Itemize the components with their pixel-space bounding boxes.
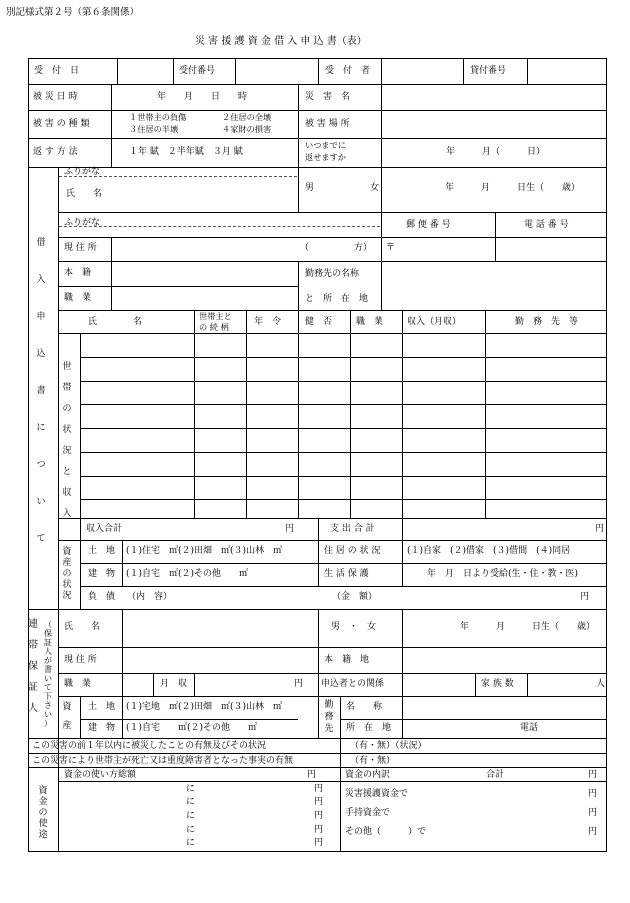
usage-item-ni: に (186, 811, 196, 821)
label-occupation: 職 業 (64, 293, 92, 303)
label-repay-by-2: 返せますか (305, 152, 346, 162)
debt-content: （内 容） (127, 592, 173, 602)
guarantor-label-building: 建 物 (88, 723, 116, 733)
guarantor-sex[interactable]: 男 ・ 女 (331, 622, 377, 632)
usage-item-yen: 円 (314, 811, 324, 821)
usage-item-yen: 円 (314, 838, 324, 848)
building-options[interactable]: (１)自宅 ㎡(２)その他 ㎡ (126, 569, 249, 579)
col-workplace: 勤 務 先 等 (515, 317, 579, 327)
usage-item-yen: 円 (314, 825, 324, 835)
side-label-assets: 資 産 の 状 況 (62, 547, 72, 601)
label-disaster-datetime: 被 災 日 時 (33, 92, 78, 102)
guarantor-label-name: 氏 名 (64, 622, 101, 632)
breakdown-own-fund-yen: 円 (588, 808, 598, 818)
usage-item-yen: 円 (314, 784, 324, 794)
breakdown-relief-fund-yen: 円 (588, 789, 598, 799)
label-welfare: 生 活 保 護 (324, 569, 369, 579)
usage-item-ni: に (186, 784, 196, 794)
breakdown-other-yen: 円 (588, 827, 598, 837)
applicant-birthdate[interactable]: 年 月 日生（ 歳） (445, 183, 581, 193)
guarantor-building-options[interactable]: (１)自宅 ㎡(２)その他 ㎡ (126, 723, 258, 733)
housing-options[interactable]: (１)自家 (２)借家 (３)借間 (４)同居 (407, 546, 571, 556)
guarantor-workplace-side: 勤 務 先 (324, 700, 334, 734)
label-damage-place: 被 害 場 所 (305, 119, 350, 129)
label-current-address: 現 住 所 (64, 243, 97, 253)
label-expense-total: 支 出 合 計 (330, 524, 375, 534)
guarantor-label-relation: 申込者との関係 (321, 679, 385, 689)
label-repay-by-1: いつまでに (305, 140, 346, 150)
label-receiver: 受 付 者 (325, 66, 371, 76)
label-furigana-2: ふりがな (64, 218, 101, 228)
guarantor-land-options[interactable]: (１)宅地 ㎡(２)田畑 ㎡(３)山林 ㎡ (126, 702, 283, 712)
col-age: 年 令 (254, 317, 282, 327)
guarantor-label-occupation: 職 業 (64, 679, 92, 689)
side-label-application: 借 入 申 込 書 に つ い て (36, 238, 46, 544)
usage-item-ni: に (186, 825, 196, 835)
label-registered-domicile: 本 籍 (64, 268, 92, 278)
col-health: 健 否 (305, 317, 333, 327)
income-total-yen: 円 (285, 524, 295, 534)
label-building: 建 物 (88, 569, 116, 579)
label-land: 土 地 (88, 546, 116, 556)
history-answer-2[interactable]: （有・無） (350, 756, 396, 766)
breakdown-label: 資金の内訳 (345, 770, 391, 780)
breakdown-own-fund: 手持資金で (345, 808, 391, 818)
label-postal-code: 郵 便 番 号 (406, 220, 451, 230)
history-answer-1[interactable]: （有・無）（状況） (350, 741, 427, 751)
usage-item-ni: に (186, 838, 196, 848)
col-relation-2: の 続 柄 (199, 322, 229, 332)
guarantor-label-workplace-name: 名 称 (346, 702, 383, 712)
label-receipt-number: 受付番号 (179, 66, 216, 76)
label-employer-name: 勤務先の名称 (305, 269, 360, 279)
label-phone-number: 電 話 番 号 (524, 220, 569, 230)
side-label-guarantor: 連 帯 保 証 人 (28, 619, 38, 714)
usage-item-yen: 円 (314, 797, 324, 807)
label-employer-address: と 所 在 地 (305, 294, 369, 304)
side-label-household: 世 帯 の 状 況 と 収 入 (62, 362, 72, 519)
label-name: 氏 名 (66, 189, 103, 199)
breakdown-total-label: 合計 (486, 770, 505, 780)
usage-total-yen: 円 (307, 770, 317, 780)
guarantor-label-address: 現 住 所 (64, 655, 97, 665)
col-relation-1: 世帯主と (199, 311, 232, 321)
guarantor-income-yen: 円 (294, 679, 304, 689)
label-damage-type: 被 害 の 種 類 (33, 119, 90, 129)
sex-female[interactable]: 女 (370, 183, 380, 193)
furigana-divider-2 (59, 226, 380, 227)
debt-yen: 円 (580, 592, 590, 602)
guarantor-label-land: 土 地 (88, 702, 116, 712)
guarantor-label-family: 家 族 数 (481, 679, 514, 689)
col-name: 氏 名 (88, 317, 143, 327)
breakdown-other: その他（ ）で (345, 827, 427, 837)
guarantor-assets-side: 資 産 (62, 702, 72, 731)
sex-male[interactable]: 男 (305, 183, 315, 193)
land-options[interactable]: (１)住宅 ㎡(２)田畑 ㎡(３)山林 ㎡ (126, 546, 283, 556)
damage-option-2[interactable]: ２住居の全壊 (222, 112, 272, 122)
damage-option-3[interactable]: ３住居の半壊 (129, 124, 179, 134)
label-receipt-date: 受 付 日 (34, 66, 80, 76)
repayment-options[interactable]: １年 賦 ２半年賦 ３月 賦 (129, 147, 243, 157)
col-occupation: 職 業 (356, 317, 384, 327)
label-disaster-name: 災 害 名 (305, 92, 351, 102)
guarantor-label-domicile: 本 籍 地 (324, 655, 370, 665)
label-income-total: 収入合計 (86, 524, 123, 534)
side-label-guarantor-note: （ 保 証 人 が 書 い て 下 さ い ） (44, 620, 52, 728)
history-question-1: この災害の前１年以内に被災したことの有無及びその状況 (32, 741, 267, 751)
breakdown-total-yen: 円 (588, 770, 598, 780)
welfare-value[interactable]: 年 月 日より受給(生・住・教・医) (427, 569, 579, 579)
usage-total-label: 資金の使い方総額 (64, 770, 137, 780)
form-number: 別記様式第２号（第６条関係） (6, 7, 140, 18)
debt-amount: （金 額） (332, 592, 378, 602)
address-care-of: （ 方） (300, 243, 373, 253)
postal-mark: 〒 (386, 243, 396, 253)
guarantor-family-unit: 人 (596, 679, 606, 689)
side-label-usage: 資 金 の 使 途 (38, 786, 48, 840)
damage-option-4[interactable]: ４家財の損害 (222, 124, 272, 134)
guarantor-birthdate[interactable]: 年 月 日生（ 歳） (460, 622, 596, 632)
form-title: 災 害 援 護 資 金 借 入 申 込 書（表） (195, 36, 367, 47)
damage-option-1[interactable]: １世帯主の負傷 (129, 112, 187, 122)
repay-by-value[interactable]: 年 月（ 日） (446, 147, 546, 157)
expense-total-yen: 円 (595, 524, 605, 534)
guarantor-label-income: 月 収 (160, 679, 188, 689)
label-debt: 負 債 (88, 592, 116, 602)
guarantor-label-workplace-address: 所 在 地 (346, 723, 392, 733)
history-question-2: この災害により世帯主が死亡又は重度障害者となった事実の有無 (32, 756, 294, 766)
label-repayment-method: 返 す 方 法 (33, 147, 78, 157)
label-housing-status: 住 居 の 状 況 (324, 546, 381, 556)
label-furigana: ふりがな (64, 167, 101, 177)
col-income: 収入（月収） (407, 317, 462, 327)
breakdown-relief-fund: 災害援護資金で (345, 789, 409, 799)
disaster-datetime-value[interactable]: 年 月 日 時 (157, 92, 248, 102)
usage-item-ni: に (186, 797, 196, 807)
label-loan-number: 貸付番号 (470, 66, 507, 76)
guarantor-label-phone: 電話 (520, 723, 539, 733)
